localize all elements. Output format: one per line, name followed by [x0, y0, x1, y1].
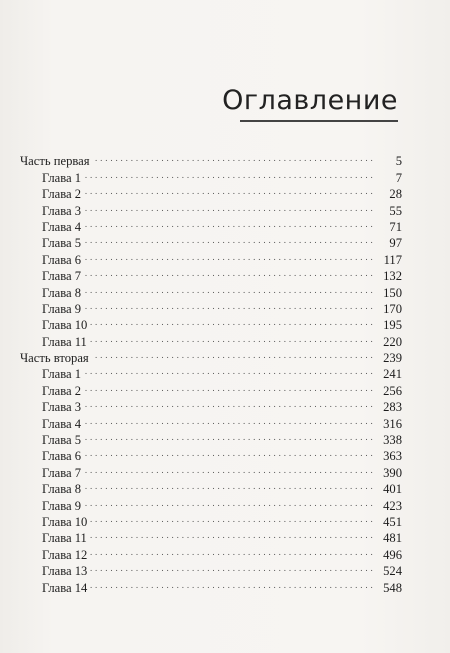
toc-page-number: 481	[383, 531, 402, 546]
dot-leader	[84, 444, 373, 460]
toc-entry-label: Глава 6	[42, 252, 82, 267]
dot-leader	[84, 460, 373, 476]
dot-leader	[84, 428, 373, 444]
toc-entry-label: Глава 3	[42, 203, 82, 218]
toc-page-number: 71	[389, 219, 402, 234]
toc-page-number: 338	[383, 433, 402, 448]
toc-page-number: 55	[389, 203, 402, 218]
toc-entry-label: Глава 5	[42, 236, 82, 251]
toc-entry-label: Глава 10	[42, 514, 88, 529]
toc-entry-label: Глава 2	[42, 383, 82, 398]
toc-entry-label: Глава 6	[42, 449, 82, 464]
toc-page-number: 390	[383, 465, 402, 480]
dot-leader	[90, 542, 373, 558]
toc-page-number: 256	[383, 383, 402, 398]
toc-page-number: 524	[383, 564, 402, 579]
title-underline	[240, 120, 398, 122]
toc-entry-label: Часть вторая	[20, 351, 89, 366]
toc-page-number: 150	[383, 285, 402, 300]
toc-entry-label: Глава 8	[42, 482, 82, 497]
dot-leader	[92, 346, 373, 362]
toc-entry-label: Глава 1	[42, 170, 82, 185]
toc-page-number: 283	[383, 400, 402, 415]
page-title: Оглавление	[222, 85, 398, 116]
toc-page-number: 132	[383, 269, 402, 284]
dot-leader	[84, 477, 373, 493]
dot-leader	[84, 395, 373, 411]
toc-entry-label: Глава 10	[42, 318, 88, 333]
toc-entry-label: Глава 9	[42, 498, 82, 513]
dot-leader	[84, 198, 373, 214]
toc-page-number: 97	[389, 236, 402, 251]
dot-leader	[93, 149, 373, 165]
toc-entry-label: Глава 3	[42, 400, 82, 415]
dot-leader	[84, 215, 373, 231]
toc-page-number: 401	[383, 482, 402, 497]
contents-heading	[218, 84, 398, 122]
toc-part-entry[interactable]	[20, 149, 402, 169]
toc-entry-label: Глава 7	[42, 465, 82, 480]
toc-entry-label: Глава 11	[42, 334, 87, 349]
toc-page-number: 423	[383, 498, 402, 513]
dot-leader	[90, 526, 373, 542]
dot-leader	[90, 575, 373, 591]
toc-page-number: 451	[383, 514, 402, 529]
toc-entry-label: Глава 5	[42, 433, 82, 448]
toc-page-number: 7	[395, 170, 402, 185]
dot-leader	[84, 362, 373, 378]
dot-leader	[90, 313, 373, 329]
toc-page-number: 241	[383, 367, 402, 382]
table-of-contents	[20, 149, 402, 595]
toc-page-number: 220	[383, 334, 402, 349]
toc-page-number: 363	[383, 449, 402, 464]
toc-entry-label: Глава 4	[42, 416, 82, 431]
toc-page-number: 548	[383, 580, 402, 595]
toc-entry-label: Глава 2	[42, 187, 82, 202]
dot-leader	[84, 378, 373, 394]
toc-page-number: 117	[383, 252, 402, 267]
toc-entry-label: Глава 13	[42, 564, 88, 579]
toc-entry-label: Глава 12	[42, 547, 88, 562]
toc-entry-label: Часть первая	[20, 154, 90, 169]
toc-entry-label: Глава 14	[42, 580, 88, 595]
dot-leader	[84, 280, 373, 296]
toc-entry-label: Глава 1	[42, 367, 82, 382]
dot-leader	[84, 411, 373, 427]
dot-leader	[84, 182, 373, 198]
dot-leader	[84, 493, 373, 509]
toc-page-number: 239	[383, 351, 402, 366]
dot-leader	[90, 510, 373, 526]
dot-leader	[84, 165, 373, 181]
dot-leader	[84, 264, 373, 280]
toc-page-number: 496	[383, 547, 402, 562]
toc-entry-label: Глава 4	[42, 219, 82, 234]
toc-entry-label: Глава 7	[42, 269, 82, 284]
dot-leader	[90, 559, 373, 575]
toc-page-number: 28	[389, 187, 402, 202]
toc-page-number: 170	[383, 301, 402, 316]
dot-leader	[84, 297, 373, 313]
dot-leader	[84, 247, 373, 263]
toc-page-number: 5	[395, 154, 402, 169]
toc-entry-label: Глава 9	[42, 301, 82, 316]
dot-leader	[84, 231, 373, 247]
toc-page-number: 195	[383, 318, 402, 333]
toc-page-number: 316	[383, 416, 402, 431]
toc-entry-label: Глава 11	[42, 531, 87, 546]
dot-leader	[90, 329, 373, 345]
toc-entry-label: Глава 8	[42, 285, 82, 300]
